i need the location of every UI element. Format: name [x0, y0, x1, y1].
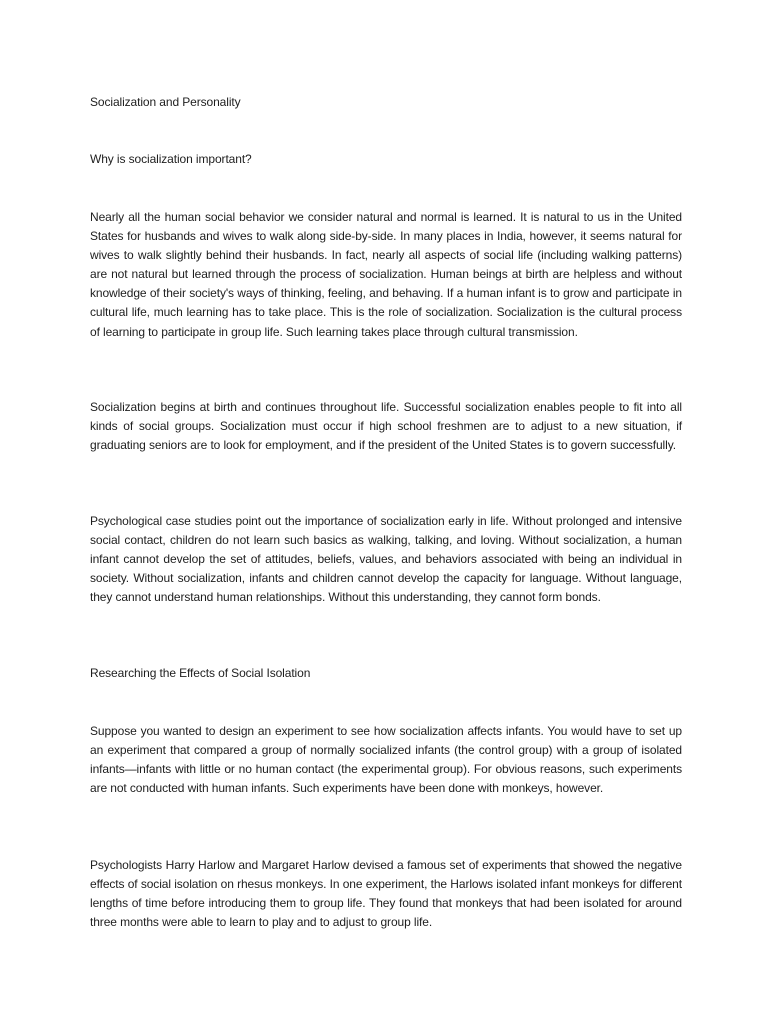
paragraph: Nearly all the human social behavior we consider natural and normal is learned. It is natural to us in the United States for husbands and wives to walk along side-by-side. In many places in India, however, it seems natural for wives to walk slightly behind their husbands. In fact, nearly all aspects of social life (including walking patterns) are not natural but learned through the process of socialization. Human beings at birth are helpless and without knowledge of their society's ways of thinking, feeling, and behaving. If a human infant is to grow and participate in cultural life, much learning has to take place. This is the role of socialization. Socialization is the cultural process of learning to participate in group life. Such learning takes place through cultural transmission.: [90, 210, 682, 339]
paragraph: Suppose you wanted to design an experiment to see how socialization affects infants. You would have to set up an experiment that compared a group of normally socialized infants (the control group) with a group of isolated infants—infants with little or no human contact (the experimental group). For obvious reasons, such experiments are not conducted with human infants. Such experiments have been done with monkeys, however.: [90, 724, 682, 796]
section-heading: Researching the Effects of Social Isolation: [90, 666, 311, 680]
paragraph: Psychologists Harry Harlow and Margaret Harlow devised a famous set of experiments that showed the negative effects of social isolation on rhesus monkeys. In one experiment, the Harlows isolated infant monkeys for different lengths of time before introducing them to group life. They found that monkeys that had been isolated for around three months were able to learn to play and to adjust to group life.: [90, 858, 682, 930]
paragraph: Psychological case studies point out the importance of socialization early in life. Without prolonged and intensive social contact, children do not learn such basics as walking, talking, and loving. Without socialization, a human infant cannot develop the set of attitudes, beliefs, values, and behaviors associated with being an individual in society. Without socialization, infants and children cannot develop the capacity for language. Without language, they cannot understand human relationships. Without this understanding, they cannot form bonds.: [90, 514, 682, 605]
paragraph: Socialization begins at birth and continues throughout life. Successful socialization enables people to fit into all kinds of social groups. Socialization must occur if high school freshmen are to adjust to a new situation, if graduating seniors are to look for employment, and if the president of the United States is to govern successfully.: [90, 400, 682, 453]
question-heading: Why is socialization important?: [90, 152, 252, 166]
document-title: Socialization and Personality: [90, 95, 241, 109]
